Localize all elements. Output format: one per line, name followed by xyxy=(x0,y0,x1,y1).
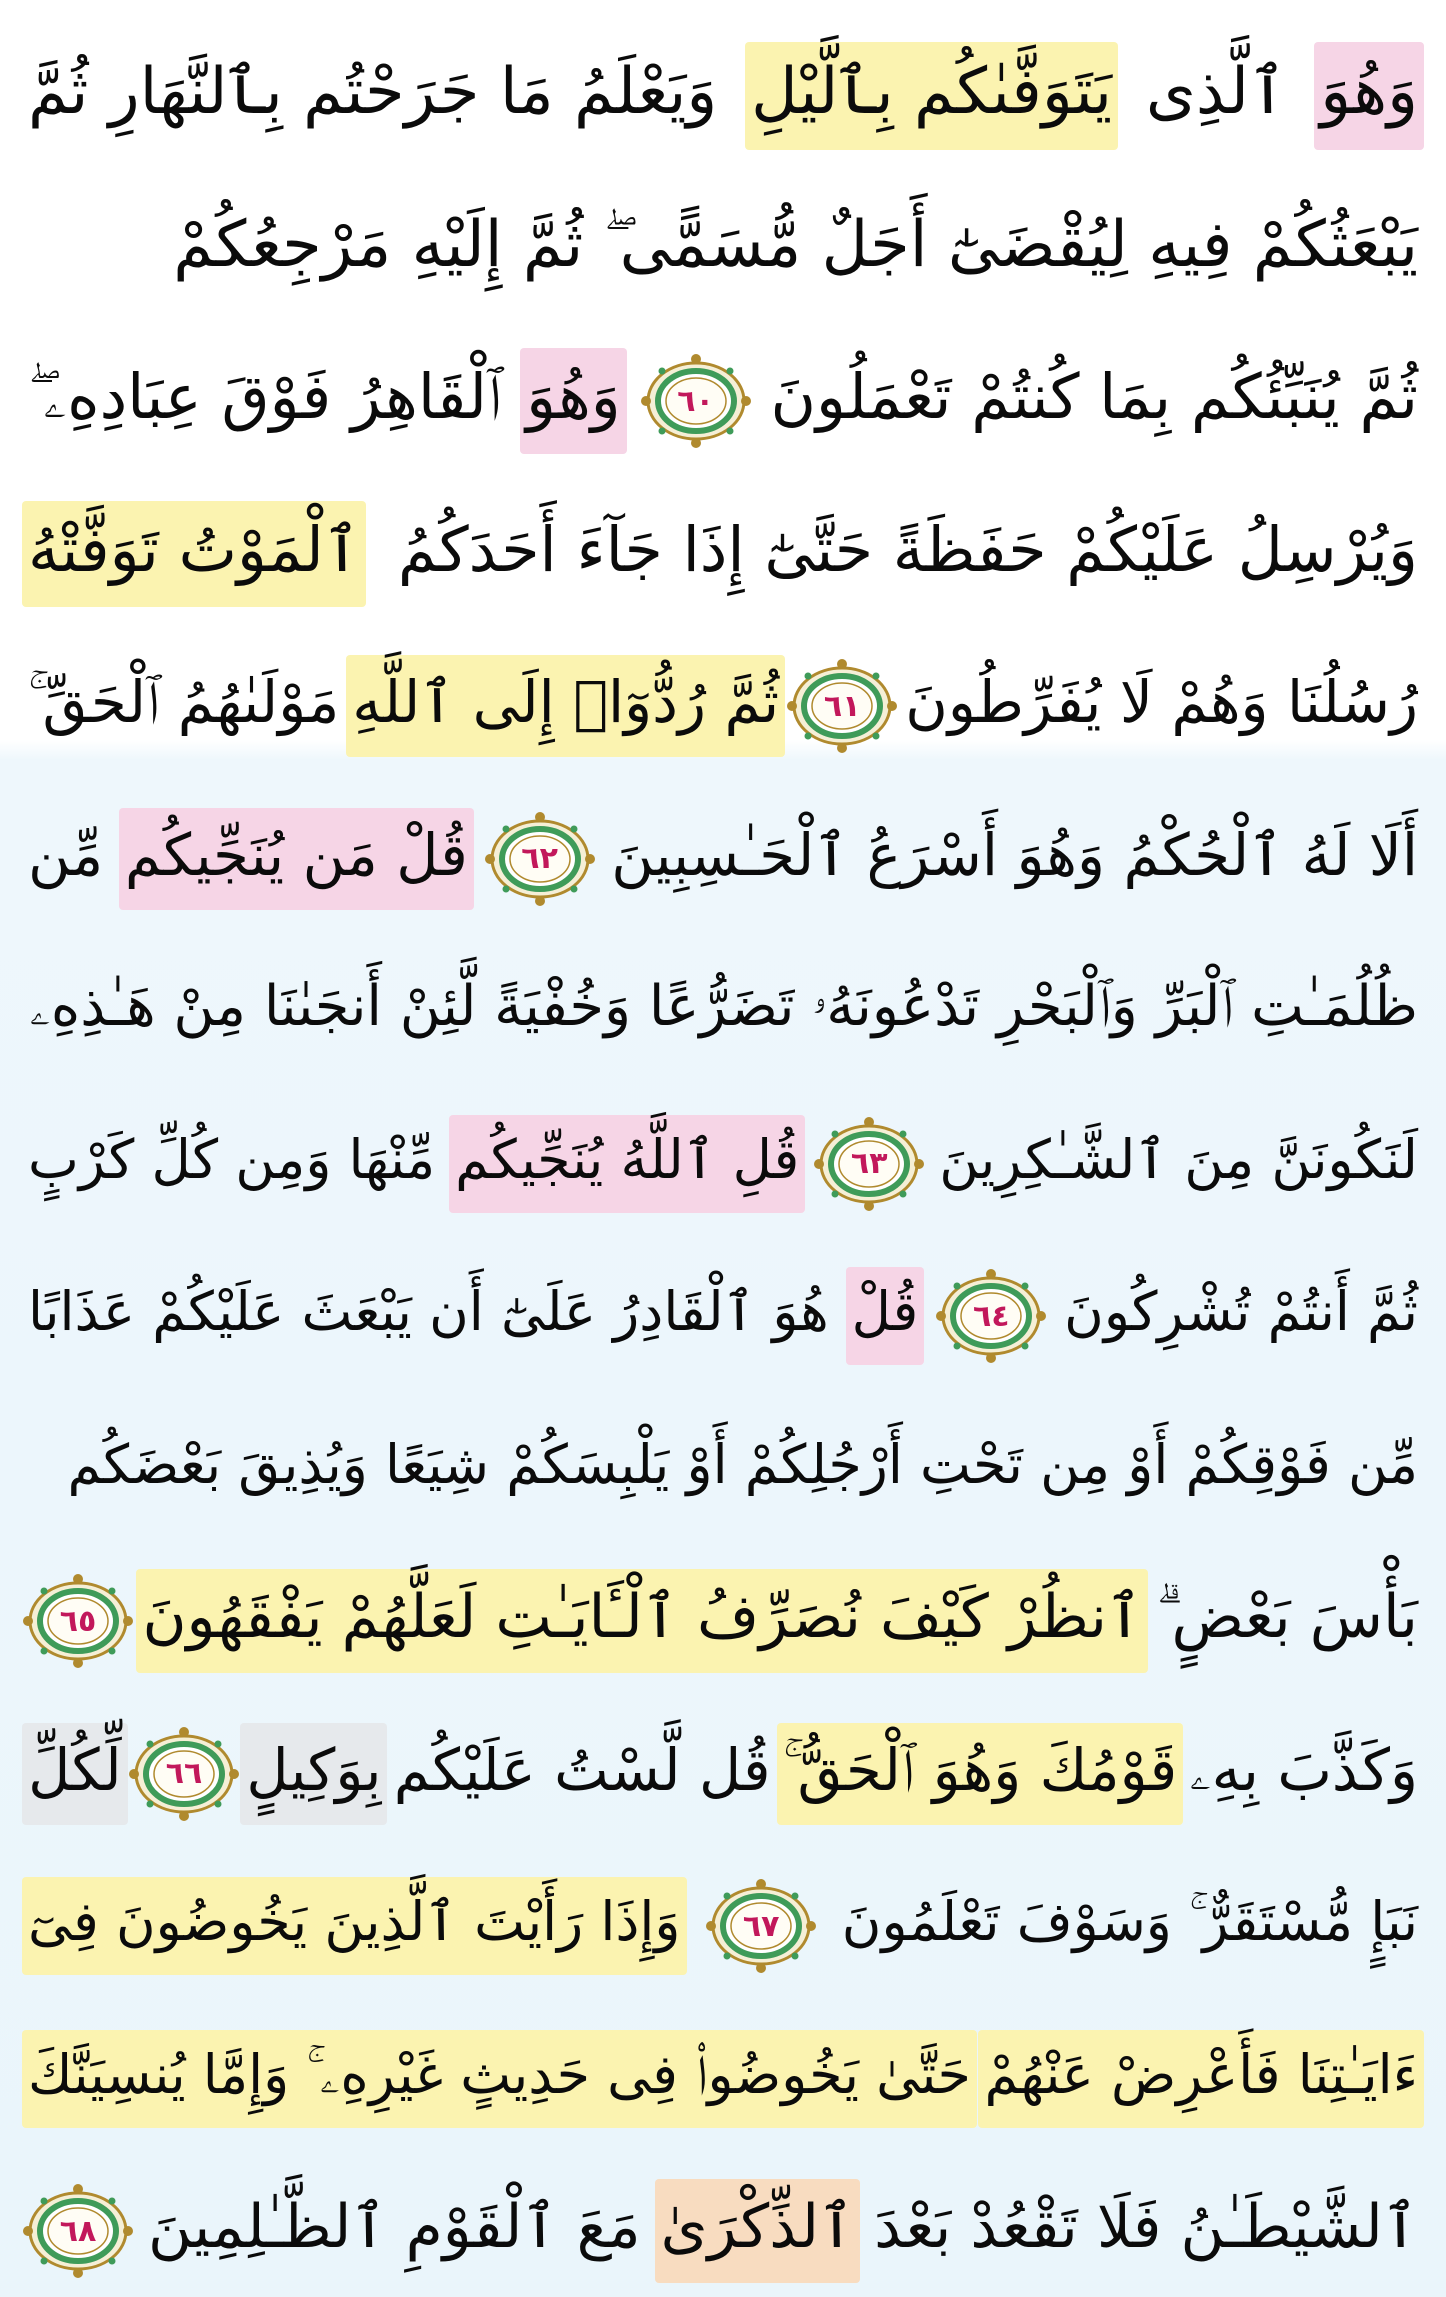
ayah-end-marker[interactable] xyxy=(22,2181,134,2281)
verse-text[interactable]: ثُمَّ يُنَبِّئُكُم بِمَا كُنتُمْ تَعْمَلُونَ xyxy=(770,360,1418,433)
ayah-end-marker[interactable] xyxy=(935,1266,1047,1366)
verse-text[interactable]: وَكَذَّبَ بِهِۦ xyxy=(1189,1735,1418,1804)
highlighted-word-group[interactable]: ٱلذِّكْرَىٰ xyxy=(655,2179,861,2283)
verse-text[interactable]: مَعَ ٱلْقَوْمِ ٱلظَّـٰلِمِينَ xyxy=(147,2192,641,2262)
highlighted-word-group[interactable]: ثُمَّ رُدُّوٓا۟ إِلَى ٱللَّهِ xyxy=(346,655,785,757)
highlighted-word-group[interactable]: لِّكُلِّ xyxy=(22,1723,128,1825)
highlighted-word-group[interactable]: بِوَكِيلٍ xyxy=(240,1723,387,1825)
highlighted-word-group[interactable]: يَتَوَفَّىٰكُم بِٱلَّيْلِ xyxy=(745,42,1118,150)
highlighted-word-group[interactable]: وَهُوَ xyxy=(520,348,627,454)
verse-text[interactable]: لَنَكُونَنَّ مِنَ ٱلشَّـٰكِرِينَ xyxy=(939,1127,1418,1191)
ayah-end-marker[interactable] xyxy=(705,1876,817,1976)
verse-line xyxy=(0,1993,1446,2165)
verse-line xyxy=(0,1230,1446,1402)
verse-line xyxy=(0,773,1446,945)
highlighted-word-group[interactable]: ءَايَـٰتِنَا فَأَعْرِضْ عَنْهُمْ xyxy=(978,2030,1424,2128)
ayah-number: ٦١ xyxy=(823,688,861,724)
verse-line xyxy=(0,925,1446,1097)
verse-line xyxy=(0,163,1446,335)
highlighted-word-group[interactable]: وَهُوَ xyxy=(1314,42,1424,150)
verse-line xyxy=(0,2145,1446,2297)
highlighted-word-group[interactable]: ٱلْمَوْتُ تَوَفَّتْهُ xyxy=(22,501,366,607)
verse-text[interactable]: رُسُلُنَا وَهُمْ لَا يُفَرِّطُونَ xyxy=(905,668,1418,736)
ayah-end-marker[interactable] xyxy=(484,809,596,909)
verse-line xyxy=(0,1840,1446,2012)
verse-line xyxy=(0,620,1446,792)
verse-text[interactable]: ٱلشَّيْطَـٰنُ فَلَا تَقْعُدْ بَعْدَ xyxy=(874,2192,1418,2262)
ayah-end-marker[interactable] xyxy=(22,1571,134,1671)
verse-line xyxy=(0,1078,1446,1250)
verse-line xyxy=(0,1535,1446,1707)
highlighted-word-group[interactable]: قُلْ مَن يُنَجِّيكُم xyxy=(119,808,474,910)
ayah-end-marker[interactable] xyxy=(786,656,898,756)
verse-text[interactable]: ظُلُمَـٰتِ ٱلْبَرِّ وَٱلْبَحْرِ تَدْعُونَهُۥ تَضَرُّعًا وَخُفْيَةً لَّئِنْ أَنجَىٰنَا مِنْ هَـٰذِهِۦ xyxy=(29,974,1418,1039)
verse-text[interactable]: مِّن xyxy=(28,820,104,889)
verse-line xyxy=(0,1688,1446,1860)
verse-text[interactable]: أَلَا لَهُ ٱلْحُكْمُ وَهُوَ أَسْرَعُ ٱلْحَـٰسِبِينَ xyxy=(611,820,1418,889)
verse-line xyxy=(0,468,1446,640)
highlighted-word-group[interactable]: قَوْمُكَ وَهُوَ ٱلْحَقُّ ۚ xyxy=(777,1723,1183,1825)
verse-text[interactable]: مِّن فَوْقِكُمْ أَوْ مِن تَحْتِ أَرْجُلِكُمْ أَوْ يَلْبِسَكُمْ شِيَعًا وَيُذِيقَ بَعْضَكُم xyxy=(67,1432,1418,1496)
ayah-number: ٦٧ xyxy=(742,1908,780,1944)
verse-text[interactable]: ٱلَّذِى xyxy=(1145,55,1287,129)
ayah-number: ٦٢ xyxy=(521,841,558,876)
ayah-end-marker[interactable] xyxy=(128,1724,240,1824)
verse-text[interactable]: ثُمَّ أَنتُمْ تُشْرِكُونَ xyxy=(1064,1280,1418,1343)
highlighted-word-group[interactable]: قُلْ xyxy=(846,1267,925,1365)
verse-text[interactable]: مِّنْهَا وَمِن كُلِّ كَرْبٍ xyxy=(28,1127,436,1191)
ayah-end-marker[interactable] xyxy=(813,1114,925,1214)
verse-text[interactable]: نَبَإٍ مُّسْتَقَرٌّ ۚ وَسَوْفَ تَعْلَمُونَ xyxy=(841,1890,1418,1953)
ayah-end-marker[interactable] xyxy=(640,351,752,451)
verse-text[interactable]: يَبْعَثُكُمْ فِيهِ لِيُقْضَىٰٓ أَجَلٌ مُّسَمًّى ۖ ثُمَّ إِلَيْهِ مَرْجِعُكُمْ xyxy=(173,207,1418,282)
highlighted-word-group[interactable]: ٱنظُرْ كَيْفَ نُصَرِّفُ ٱلْـَٔايَـٰتِ لَعَلَّهُمْ يَفْقَهُونَ xyxy=(136,1569,1148,1673)
verse-line xyxy=(0,315,1446,487)
verse-text[interactable]: وَيَعْلَمُ مَا جَرَحْتُم بِٱلنَّهَارِ ثُمَّ xyxy=(28,55,718,129)
highlighted-word-group[interactable]: وَإِذَا رَأَيْتَ ٱلَّذِينَ يَخُوضُونَ فِىٓ xyxy=(22,1877,687,1975)
verse-text[interactable]: مَوْلَىٰهُمُ ٱلْحَقِّ ۚ xyxy=(28,668,340,736)
ayah-number: ٦٦ xyxy=(165,1756,203,1791)
ayah-number: ٦٤ xyxy=(972,1298,1010,1334)
verse-text[interactable]: وَيُرْسِلُ عَلَيْكُمْ حَفَظَةً حَتَّىٰٓ إِذَا جَآءَ أَحَدَكُمُ xyxy=(397,512,1418,586)
ayah-number: ٦٨ xyxy=(59,2213,97,2249)
verse-text[interactable]: هُوَ ٱلْقَادِرُ عَلَىٰٓ أَن يَبْعَثَ عَلَيْكُمْ عَذَابًا xyxy=(28,1280,829,1343)
highlighted-word-group[interactable]: حَتَّىٰ يَخُوضُوا۟ فِى حَدِيثٍ غَيْرِهِۦ ۚ وَإِمَّا يُنسِيَنَّكَ xyxy=(22,2030,977,2128)
ayah-number: ٦٠ xyxy=(677,383,714,419)
verse-text[interactable]: بَأْسَ بَعْضٍ ۗ xyxy=(1156,1582,1418,1652)
highlighted-word-group[interactable]: قُلِ ٱللَّهُ يُنَجِّيكُم xyxy=(449,1115,805,1213)
verse-text[interactable]: ٱلْقَاهِرُ فَوْقَ عِبَادِهِۦ ۖ xyxy=(28,360,502,433)
verse-text[interactable]: قُل لَّسْتُ عَلَيْكُم xyxy=(393,1735,771,1804)
ayah-number: ٦٥ xyxy=(59,1603,97,1639)
ayah-number: ٦٣ xyxy=(850,1146,888,1181)
verse-line xyxy=(0,1383,1446,1555)
verse-line xyxy=(0,10,1446,182)
